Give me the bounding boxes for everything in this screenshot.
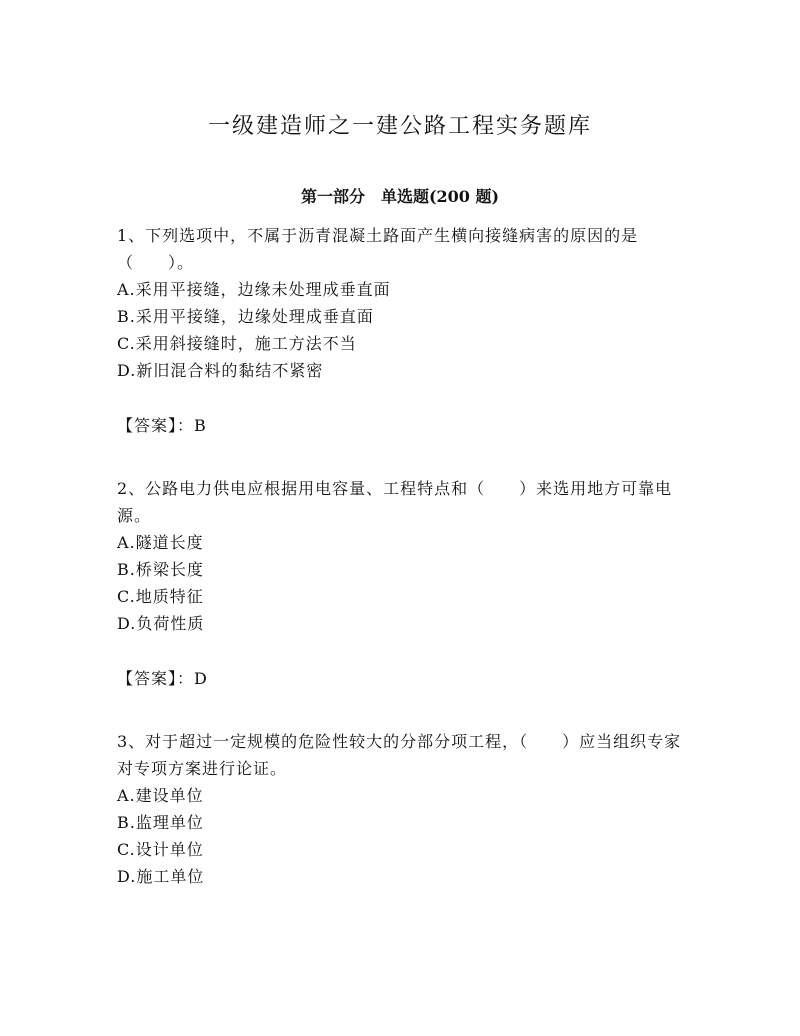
option-d: D.负荷性质 (117, 614, 205, 633)
document-title: 一级建造师之一建公路工程实务题库 (207, 113, 592, 139)
question-list (117, 222, 687, 890)
option-d: D.新旧混合料的黏结不紧密 (117, 361, 324, 380)
question-3 (117, 728, 687, 890)
question-2 (117, 475, 687, 692)
option-a: A.隧道长度 (117, 533, 204, 552)
option-c: C.地质特征 (117, 587, 204, 606)
option-list (117, 276, 687, 384)
option-d: D.施工单位 (117, 867, 205, 886)
question-stem: 1、下列选项中，不属于沥青混凝土路面产生横向接缝病害的原因的是（ ）。 (117, 226, 639, 272)
question-spacer (117, 692, 687, 728)
option-b: B.采用平接缝，边缘处理成垂直面 (117, 307, 374, 326)
option-a: A.采用平接缝，边缘未处理成垂直面 (117, 280, 391, 299)
option-a: A.建设单位 (117, 786, 204, 805)
answer-line: 【答案】：D (117, 669, 208, 688)
answer-line: 【答案】：B (117, 416, 207, 435)
option-c: C.设计单位 (117, 840, 204, 859)
option-list (117, 782, 687, 890)
question-1 (117, 222, 687, 439)
option-b: B.桥梁长度 (117, 560, 204, 579)
question-spacer (117, 439, 687, 475)
question-stem: 2、公路电力供电应根据用电容量、工程特点和（ ）来选用地方可靠电源。 (117, 479, 673, 525)
option-c: C.采用斜接缝时，施工方法不当 (117, 334, 357, 353)
option-b: B.监理单位 (117, 813, 204, 832)
section-title: 第一部分 单选题(200 题) (300, 187, 500, 206)
option-list (117, 529, 687, 637)
question-stem: 3、对于超过一定规模的危险性较大的分部分项工程，（ ）应当组织专家对专项方案进行论证。 (117, 732, 682, 778)
